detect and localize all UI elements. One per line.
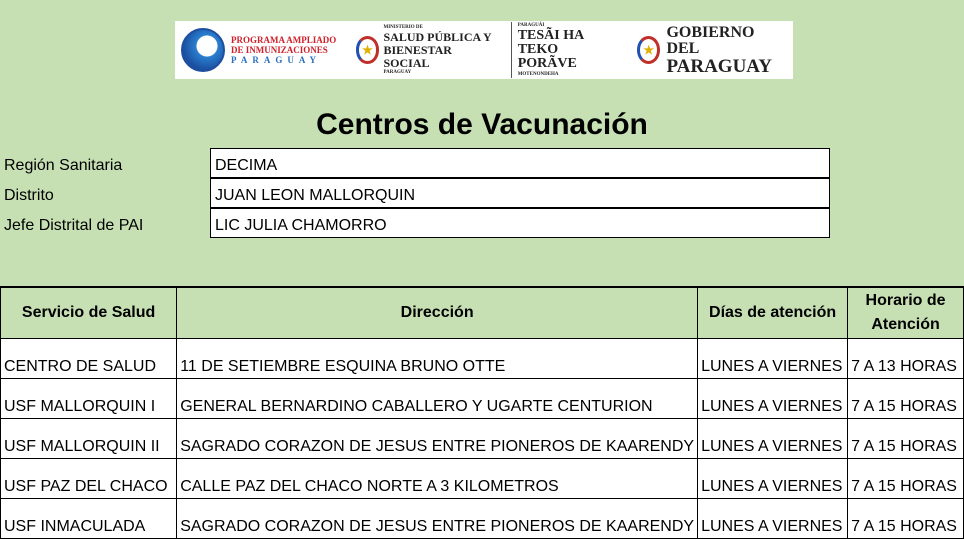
cell-days[interactable]: LUNES A VIERNES [698,378,848,418]
ministry-small: MINISTERIO DE [383,24,423,30]
page-title: Centros de Vacunación [316,108,648,141]
tesai-line1: TESÃI HA TEKO [517,28,584,57]
gob-line2: PARAGUAY [666,55,772,77]
cell-hours[interactable]: 7 A 15 HORAS [848,378,964,418]
tesai-small: PARAGUÁI [517,23,545,28]
ministry-line1: SALUD PÚBLICA Y [383,29,492,44]
table-row [1,498,964,538]
pai-logo [181,28,346,72]
pai-emblem-icon [181,28,225,72]
cell-service[interactable]: USF INMACULADA [1,498,177,538]
cell-address[interactable]: GENERAL BERNARDINO CABALLERO Y UGARTE CENTURION [177,378,698,418]
cell-hours[interactable]: 7 A 15 HORAS [848,498,964,538]
cell-hours[interactable]: 7 A 13 HORAS [848,338,964,378]
vaccination-centers-table [0,286,964,539]
pai-line1: PROGRAMA AMPLIADO [231,35,337,45]
tesai-line2: PORÃVE [517,56,577,71]
ministry-country: PARAGUAY [383,69,412,75]
info-value-region[interactable]: DECIMA [210,148,830,178]
pai-line3: PARAGUAY [231,55,322,65]
tesai-bottom: MOTENONDEHA [517,72,559,77]
ministry-logo [356,25,501,76]
tesai-logo [511,22,627,78]
info-value-district[interactable]: JUAN LEON MALLORQUIN [210,178,830,208]
info-label-region: Región Sanitaria [4,157,123,174]
cell-service[interactable]: CENTRO DE SALUD [1,338,177,378]
cell-days[interactable]: LUNES A VIERNES [698,338,848,378]
ministry-line2: BIENESTAR SOCIAL [383,42,452,70]
cell-days[interactable]: LUNES A VIERNES [698,498,848,538]
cell-service[interactable]: USF MALLORQUIN I [1,378,177,418]
table-row [1,378,964,418]
info-label-chief: Jefe Distrital de PAI [4,217,144,234]
cell-days[interactable]: LUNES A VIERNES [698,418,848,458]
table-row [1,458,964,498]
cell-days[interactable]: LUNES A VIERNES [698,458,848,498]
gobierno-logo [637,25,787,76]
info-value-chief[interactable]: LIC JULIA CHAMORRO [210,208,830,238]
logo-banner [175,21,793,79]
table-row [1,418,964,458]
gob-line1: GOBIERNO DEL [666,23,755,57]
table-row [1,338,964,378]
header-days: Días de atención [698,287,848,338]
cell-address[interactable]: SAGRADO CORAZON DE JESUS ENTRE PIONEROS DE KAARENDY [177,498,698,538]
seal-icon: ★ [356,36,380,64]
cell-address[interactable]: SAGRADO CORAZON DE JESUS ENTRE PIONEROS DE KAARENDY [177,418,698,458]
seal-icon: ★ [637,36,660,64]
info-label-district: Distrito [4,187,54,204]
header-service: Servicio de Salud [1,287,177,338]
cell-hours[interactable]: 7 A 15 HORAS [848,458,964,498]
cell-service[interactable]: USF PAZ DEL CHACO [1,458,177,498]
header-hours: Horario de Atención [848,287,964,338]
cell-hours[interactable]: 7 A 15 HORAS [848,418,964,458]
cell-address[interactable]: 11 DE SETIEMBRE ESQUINA BRUNO OTTE [177,338,698,378]
pai-line2: DE INMUNIZACIONES [231,45,328,55]
header-address: Dirección [177,287,698,338]
cell-address[interactable]: CALLE PAZ DEL CHACO NORTE A 3 KILOMETROS [177,458,698,498]
cell-service[interactable]: USF MALLORQUIN II [1,418,177,458]
